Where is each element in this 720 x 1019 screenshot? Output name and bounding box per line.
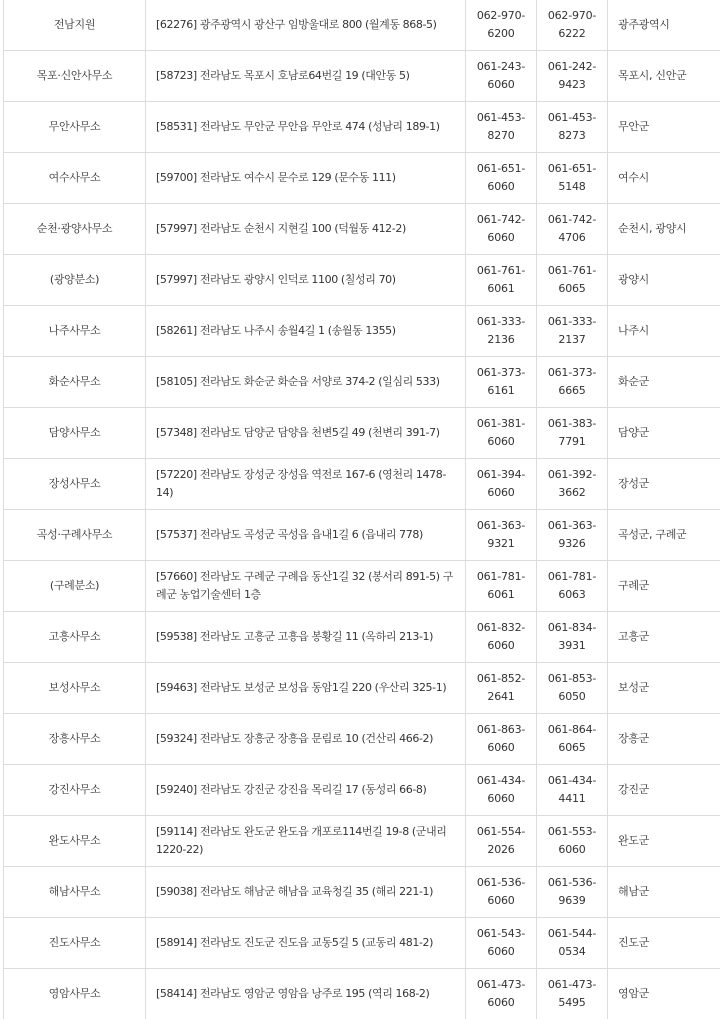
phone-number-part2: 6061 [487, 282, 515, 295]
office-name: 화순사무소 [48, 375, 101, 388]
fax-number-part1: 061-536- [547, 876, 597, 889]
phone-cell [466, 51, 537, 102]
fax-number-part2: 3931 [558, 639, 586, 652]
office-name: 장성사무소 [48, 477, 101, 490]
phone-number-part1: 061-473- [476, 978, 526, 991]
jurisdiction-cell [608, 0, 720, 51]
jurisdiction-area: 광양시 [618, 273, 649, 286]
fax-number-part2: 8273 [558, 129, 586, 142]
fax-cell [537, 153, 608, 204]
office-name-cell [4, 816, 146, 867]
jurisdiction-cell [608, 510, 720, 561]
jurisdiction-cell [608, 867, 720, 918]
office-address: [58723] 전라남도 목포시 호남로64번길 19 (대안동 5) [156, 69, 410, 82]
office-address: [57348] 전라남도 담양군 담양읍 천변5길 49 (천변리 391-7) [156, 426, 440, 439]
office-name-cell [4, 663, 146, 714]
office-name-cell [4, 0, 146, 51]
fax-cell [537, 357, 608, 408]
phone-number-part1: 061-543- [476, 927, 526, 940]
fax-number-part1: 061-383- [547, 417, 597, 430]
jurisdiction-cell [608, 816, 720, 867]
fax-cell [537, 0, 608, 51]
fax-number-part1: 061-544- [547, 927, 597, 940]
address-cell [146, 102, 466, 153]
fax-number-part2: 5495 [558, 996, 586, 1009]
jurisdiction-area: 무안군 [618, 120, 649, 133]
jurisdiction-area: 완도군 [618, 834, 649, 847]
office-name: 강진사무소 [48, 783, 101, 796]
address-cell [146, 357, 466, 408]
office-name: 담양사무소 [48, 426, 101, 439]
table-row [4, 816, 720, 867]
table-row [4, 0, 720, 51]
table-row [4, 306, 720, 357]
fax-number-part1: 061-553- [547, 825, 597, 838]
phone-number-part2: 6060 [487, 180, 515, 193]
phone-number-part1: 061-742- [476, 213, 526, 226]
address-cell [146, 867, 466, 918]
phone-cell [466, 357, 537, 408]
address-cell [146, 969, 466, 1019]
jurisdiction-area: 나주시 [618, 324, 649, 337]
office-name-cell [4, 153, 146, 204]
office-address: [59700] 전라남도 여수시 문수로 129 (문수동 111) [156, 171, 396, 184]
table-row [4, 255, 720, 306]
jurisdiction-cell [608, 918, 720, 969]
jurisdiction-cell [608, 255, 720, 306]
table-row [4, 204, 720, 255]
phone-number-part2: 8270 [487, 129, 515, 142]
jurisdiction-area: 장성군 [618, 477, 649, 490]
jurisdiction-cell [608, 714, 720, 765]
phone-number-part2: 2641 [487, 690, 515, 703]
office-name: 해남사무소 [48, 885, 101, 898]
office-name-cell [4, 969, 146, 1019]
table-row [4, 714, 720, 765]
phone-number-part2: 6060 [487, 741, 515, 754]
phone-cell [466, 561, 537, 612]
fax-number-part2: 4706 [558, 231, 586, 244]
jurisdiction-area: 여수시 [618, 171, 649, 184]
office-address: [59463] 전라남도 보성군 보성읍 동암1길 220 (우산리 325-1) [156, 681, 447, 694]
phone-number-part2: 2136 [487, 333, 515, 346]
phone-number-part1: 061-852- [476, 672, 526, 685]
address-cell [146, 765, 466, 816]
phone-number-part2: 6060 [487, 945, 515, 958]
office-name: 고흥사무소 [48, 630, 101, 643]
office-name: (구례분소) [49, 579, 100, 592]
office-name-cell [4, 357, 146, 408]
phone-number-part2: 6060 [487, 996, 515, 1009]
office-address: [59240] 전라남도 강진군 강진읍 목리길 17 (동성리 66-8) [156, 783, 427, 796]
fax-number-part2: 6060 [558, 843, 586, 856]
jurisdiction-cell [608, 765, 720, 816]
office-name-cell [4, 306, 146, 357]
fax-number-part1: 061-453- [547, 111, 597, 124]
office-address: [57220] 전라남도 장성군 장성읍 역전로 167-6 (영천리 1478-14) [156, 468, 446, 499]
office-name-cell [4, 510, 146, 561]
jurisdiction-area: 곡성군, 구례군 [618, 528, 687, 541]
table-row [4, 153, 720, 204]
office-name-cell [4, 714, 146, 765]
fax-number-part2: 6063 [558, 588, 586, 601]
office-address: [59538] 전라남도 고흥군 고흥읍 봉황길 11 (옥하리 213-1) [156, 630, 434, 643]
phone-number-part2: 6060 [487, 231, 515, 244]
office-address: [57537] 전라남도 곡성군 곡성읍 읍내1길 6 (읍내리 778) [156, 528, 423, 541]
phone-number-part2: 9321 [487, 537, 515, 550]
jurisdiction-area: 해남군 [618, 885, 649, 898]
office-address: [58531] 전라남도 무안군 무안읍 무안로 474 (성남리 189-1) [156, 120, 440, 133]
office-address: [58105] 전라남도 화순군 화순읍 서양로 374-2 (일심리 533) [156, 375, 440, 388]
phone-cell [466, 612, 537, 663]
address-cell [146, 459, 466, 510]
office-address: [58414] 전라남도 영암군 영암읍 낭주로 195 (역리 168-2) [156, 987, 430, 1000]
office-name: 보성사무소 [48, 681, 101, 694]
phone-cell [466, 918, 537, 969]
office-name-cell [4, 51, 146, 102]
fax-number-part2: 9423 [558, 78, 586, 91]
fax-number-part2: 9326 [558, 537, 586, 550]
phone-number-part1: 061-333- [476, 315, 526, 328]
phone-number-part2: 6060 [487, 792, 515, 805]
fax-number-part1: 061-834- [547, 621, 597, 634]
office-name: 나주사무소 [48, 324, 101, 337]
fax-number-part2: 6065 [558, 741, 586, 754]
jurisdiction-area: 구례군 [618, 579, 649, 592]
fax-number-part2: 0534 [558, 945, 586, 958]
office-address: [62276] 광주광역시 광산구 임방울대로 800 (월계동 868-5) [156, 18, 437, 31]
fax-number-part2: 3662 [558, 486, 586, 499]
office-name-cell [4, 561, 146, 612]
office-name: 순천·광양사무소 [36, 222, 113, 235]
jurisdiction-cell [608, 612, 720, 663]
office-name-cell [4, 204, 146, 255]
office-name: 전남지원 [53, 18, 96, 31]
office-address: [58914] 전라남도 진도군 진도읍 교동5길 5 (교동리 481-2) [156, 936, 434, 949]
table-row [4, 459, 720, 510]
table-row [4, 357, 720, 408]
address-cell [146, 816, 466, 867]
phone-number-part1: 061-781- [476, 570, 526, 583]
table-row [4, 867, 720, 918]
address-cell [146, 510, 466, 561]
fax-cell [537, 255, 608, 306]
phone-number-part1: 061-363- [476, 519, 526, 532]
fax-number-part1: 061-864- [547, 723, 597, 736]
jurisdiction-area: 강진군 [618, 783, 649, 796]
fax-number-part2: 5148 [558, 180, 586, 193]
address-cell [146, 204, 466, 255]
fax-cell [537, 408, 608, 459]
fax-number-part2: 6665 [558, 384, 586, 397]
jurisdiction-area: 고흥군 [618, 630, 649, 643]
fax-cell [537, 969, 608, 1019]
phone-cell [466, 408, 537, 459]
fax-number-part1: 061-473- [547, 978, 597, 991]
office-name: (광양분소) [49, 273, 100, 286]
phone-number-part2: 6060 [487, 639, 515, 652]
phone-cell [466, 714, 537, 765]
fax-cell [537, 306, 608, 357]
phone-number-part2: 6161 [487, 384, 515, 397]
office-name: 완도사무소 [48, 834, 101, 847]
phone-cell [466, 153, 537, 204]
fax-cell [537, 561, 608, 612]
table-row [4, 663, 720, 714]
office-name-cell [4, 102, 146, 153]
office-address: [58261] 전라남도 나주시 송월4길 1 (송월동 1355) [156, 324, 396, 337]
fax-cell [537, 102, 608, 153]
table-row [4, 510, 720, 561]
phone-cell [466, 765, 537, 816]
address-cell [146, 153, 466, 204]
fax-number-part2: 9639 [558, 894, 586, 907]
phone-number-part1: 062-970- [476, 9, 526, 22]
phone-number-part2: 6060 [487, 894, 515, 907]
office-table-body [4, 0, 720, 1019]
jurisdiction-area: 광주광역시 [618, 18, 670, 31]
table-row [4, 612, 720, 663]
office-address: [57660] 전라남도 구례군 구례읍 동산1길 32 (봉서리 891-5) 구례군 농업기술센터 1층 [156, 570, 453, 601]
address-cell [146, 306, 466, 357]
phone-cell [466, 867, 537, 918]
phone-cell [466, 663, 537, 714]
office-name-cell [4, 918, 146, 969]
phone-cell [466, 969, 537, 1019]
phone-number-part1: 061-453- [476, 111, 526, 124]
phone-number-part1: 061-536- [476, 876, 526, 889]
fax-number-part1: 061-761- [547, 264, 597, 277]
jurisdiction-cell [608, 51, 720, 102]
jurisdiction-area: 장흥군 [618, 732, 649, 745]
table-row [4, 51, 720, 102]
fax-cell [537, 204, 608, 255]
fax-cell [537, 612, 608, 663]
jurisdiction-cell [608, 102, 720, 153]
fax-number-part2: 4411 [558, 792, 586, 805]
fax-cell [537, 459, 608, 510]
fax-number-part1: 062-970- [547, 9, 597, 22]
jurisdiction-cell [608, 306, 720, 357]
address-cell [146, 663, 466, 714]
fax-cell [537, 867, 608, 918]
fax-number-part1: 061-373- [547, 366, 597, 379]
office-name: 영암사무소 [48, 987, 101, 1000]
address-cell [146, 714, 466, 765]
fax-cell [537, 51, 608, 102]
jurisdiction-area: 보성군 [618, 681, 649, 694]
phone-number-part2: 2026 [487, 843, 515, 856]
office-name-cell [4, 408, 146, 459]
jurisdiction-area: 목포시, 신안군 [618, 69, 687, 82]
jurisdiction-cell [608, 663, 720, 714]
fax-number-part1: 061-242- [547, 60, 597, 73]
table-row [4, 408, 720, 459]
fax-cell [537, 663, 608, 714]
office-name: 진도사무소 [48, 936, 101, 949]
fax-cell [537, 714, 608, 765]
office-name: 장흥사무소 [48, 732, 101, 745]
table-row [4, 765, 720, 816]
fax-number-part1: 061-363- [547, 519, 597, 532]
phone-cell [466, 510, 537, 561]
phone-number-part1: 061-373- [476, 366, 526, 379]
phone-number-part1: 061-832- [476, 621, 526, 634]
address-cell [146, 255, 466, 306]
office-address: [59038] 전라남도 해남군 해남읍 교육청길 35 (해리 221-1) [156, 885, 434, 898]
fax-number-part1: 061-742- [547, 213, 597, 226]
phone-cell [466, 255, 537, 306]
address-cell [146, 51, 466, 102]
address-cell [146, 408, 466, 459]
fax-number-part2: 6050 [558, 690, 586, 703]
address-cell [146, 612, 466, 663]
jurisdiction-cell [608, 204, 720, 255]
jurisdiction-cell [608, 357, 720, 408]
address-cell [146, 0, 466, 51]
jurisdiction-cell [608, 153, 720, 204]
phone-number-part1: 061-554- [476, 825, 526, 838]
phone-cell [466, 102, 537, 153]
fax-number-part1: 061-781- [547, 570, 597, 583]
jurisdiction-area: 진도군 [618, 936, 649, 949]
phone-number-part1: 061-381- [476, 417, 526, 430]
fax-number-part2: 6065 [558, 282, 586, 295]
jurisdiction-area: 순천시, 광양시 [618, 222, 687, 235]
office-name: 목포·신안사무소 [36, 69, 113, 82]
table-row [4, 102, 720, 153]
table-row [4, 969, 720, 1019]
fax-cell [537, 765, 608, 816]
phone-number-part1: 061-243- [476, 60, 526, 73]
fax-cell [537, 510, 608, 561]
phone-cell [466, 459, 537, 510]
jurisdiction-cell [608, 459, 720, 510]
address-cell [146, 561, 466, 612]
phone-number-part1: 061-651- [476, 162, 526, 175]
jurisdiction-area: 화순군 [618, 375, 649, 388]
phone-cell [466, 0, 537, 51]
office-name: 여수사무소 [48, 171, 101, 184]
phone-number-part1: 061-394- [476, 468, 526, 481]
jurisdiction-area: 담양군 [618, 426, 649, 439]
office-name-cell [4, 867, 146, 918]
phone-number-part2: 6060 [487, 486, 515, 499]
jurisdiction-cell [608, 561, 720, 612]
office-name-cell [4, 612, 146, 663]
phone-number-part1: 061-863- [476, 723, 526, 736]
address-cell [146, 918, 466, 969]
phone-cell [466, 204, 537, 255]
phone-number-part2: 6060 [487, 435, 515, 448]
office-address: [57997] 전라남도 광양시 인덕로 1100 (칠성리 70) [156, 273, 396, 286]
office-directory-table [3, 0, 720, 1019]
table-row [4, 918, 720, 969]
jurisdiction-area: 영암군 [618, 987, 649, 1000]
phone-cell [466, 816, 537, 867]
fax-number-part1: 061-333- [547, 315, 597, 328]
office-address: [59324] 전라남도 장흥군 장흥읍 문림로 10 (건산리 466-2) [156, 732, 434, 745]
fax-number-part1: 061-434- [547, 774, 597, 787]
office-name: 무안사무소 [48, 120, 101, 133]
table-row [4, 561, 720, 612]
fax-number-part2: 2137 [558, 333, 586, 346]
jurisdiction-cell [608, 408, 720, 459]
phone-number-part2: 6060 [487, 78, 515, 91]
jurisdiction-cell [608, 969, 720, 1019]
fax-number-part1: 061-853- [547, 672, 597, 685]
fax-cell [537, 816, 608, 867]
phone-number-part2: 6200 [487, 27, 515, 40]
fax-number-part2: 7791 [558, 435, 586, 448]
phone-cell [466, 306, 537, 357]
fax-number-part2: 6222 [558, 27, 586, 40]
office-name-cell [4, 765, 146, 816]
fax-number-part1: 061-392- [547, 468, 597, 481]
phone-number-part2: 6061 [487, 588, 515, 601]
office-name-cell [4, 255, 146, 306]
office-address: [57997] 전라남도 순천시 지현길 100 (덕월동 412-2) [156, 222, 406, 235]
fax-cell [537, 918, 608, 969]
phone-number-part1: 061-761- [476, 264, 526, 277]
phone-number-part1: 061-434- [476, 774, 526, 787]
fax-number-part1: 061-651- [547, 162, 597, 175]
office-name: 곡성·구례사무소 [36, 528, 113, 541]
office-address: [59114] 전라남도 완도군 완도읍 개포로114번길 19-8 (군내리 1220-22) [156, 825, 447, 856]
office-name-cell [4, 459, 146, 510]
